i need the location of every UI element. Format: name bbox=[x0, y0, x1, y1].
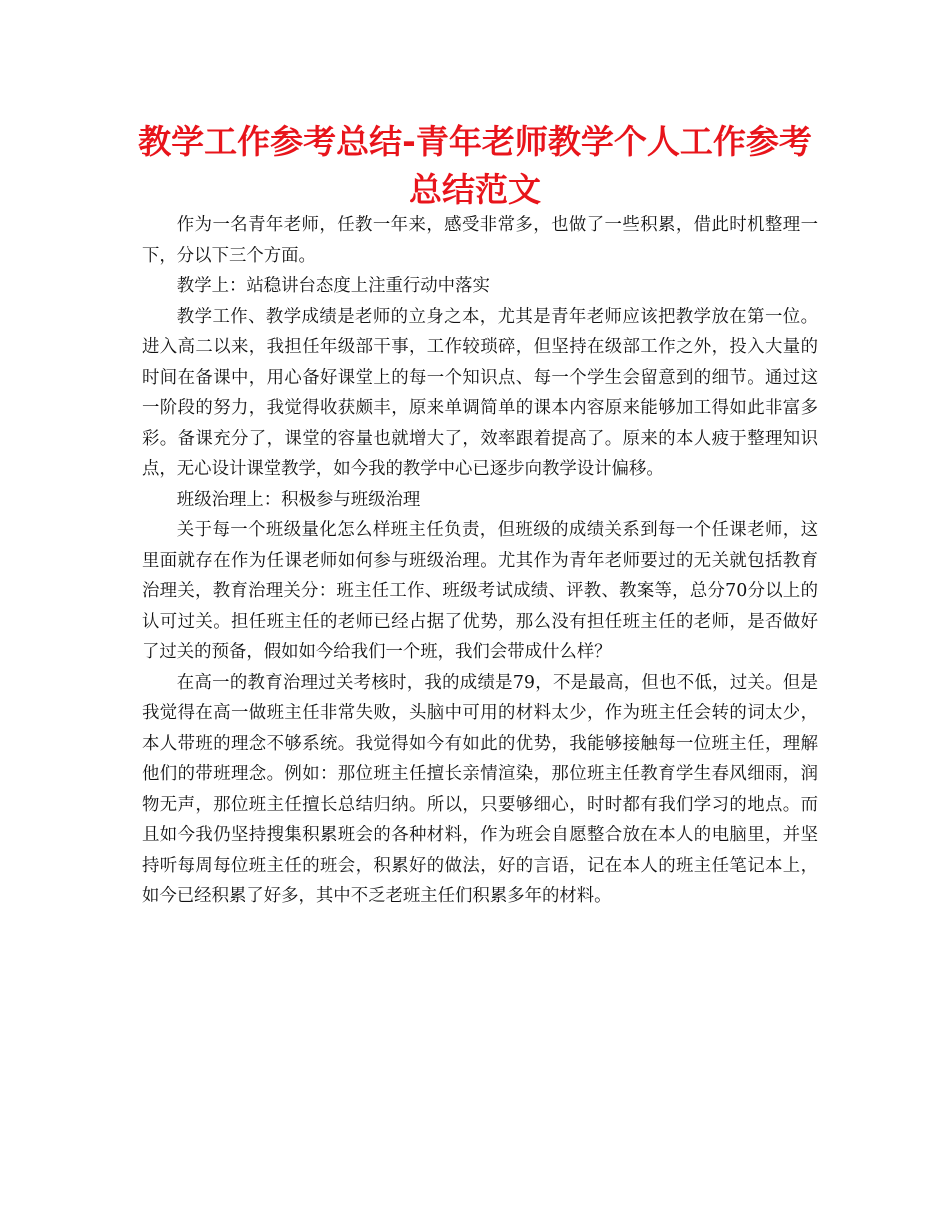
paragraph-class-management: 关于每一个班级量化怎么样班主任负责，但班级的成绩关系到每一个任课老师，这里面就存在作为任课老师如何参与班级治理。尤其作为青年老师要过的无关就包括教育治理关，教育治理关分：班主任工作、班级考试成绩、评教、教案等，总分70分以上的认可过关。担任班主任的老师已经占据了优势，那么没有担任班主任的老师，是否做好了过关的预备，假如如今给我们一个班，我们会带成什么样？ bbox=[142, 520, 818, 662]
section-heading-class-management: 班级治理上：积极参与班级治理 bbox=[176, 489, 421, 510]
section-heading-teaching: 教学上：站稳讲台态度上注重行动中落实 bbox=[176, 276, 490, 296]
document-body bbox=[142, 210, 818, 912]
paragraph-teaching: 教学工作、教学成绩是老师的立身之本，尤其是青年老师应该把教学放在第一位。进入高二以来，我担任年级部干事，工作较琐碎，但坚持在级部工作之外，投入大量的时间在备课中，用心备好课堂上的每一个知识点、每一个学生会留意到的细节。通过这一阶段的努力，我觉得收获颇丰，原来单调简单的课本内容原来能够加工得如此非富多彩。备课充分了，课堂的容量也就增大了，效率跟着提高了。原来的本人疲于整理知识点，无心设计课堂教学，如今我的教学中心已逐步向教学设计偏移。 bbox=[142, 306, 818, 479]
paragraph-intro: 作为一名青年老师，任教一年来，感受非常多，也做了一些积累，借此时机整理一下，分以下三个方面。 bbox=[142, 215, 818, 266]
document-title: 教学工作参考总结-青年老师教学个人工作参考总结范文 bbox=[138, 122, 812, 209]
paragraph-assessment: 在高一的教育治理过关考核时，我的成绩是79，不是最高，但也不低，过关。但是我觉得在高一做班主任非常失败，头脑中可用的材料太少，作为班主任会转的词太少，本人带班的理念不够系统。我觉得如今有如此的优势，我能够接触每一位班主任，理解他们的带班理念。例如：那位班主任擅长亲情渲染，那位班主任教育学生春风细雨，润物无声，那位班主任擅长总结归纳。所以，只要够细心，时时都有我们学习的地点。而且如今我仍坚持搜集积累班会的各种材料，作为班会自愿整合放在本人的电脑里，并坚持听每周每位班主任的班会，积累好的做法，好的言语，记在本人的班主任笔记本上，如今已经积累了好多，其中不乏老班主任们积累多年的材料。 bbox=[142, 672, 818, 906]
